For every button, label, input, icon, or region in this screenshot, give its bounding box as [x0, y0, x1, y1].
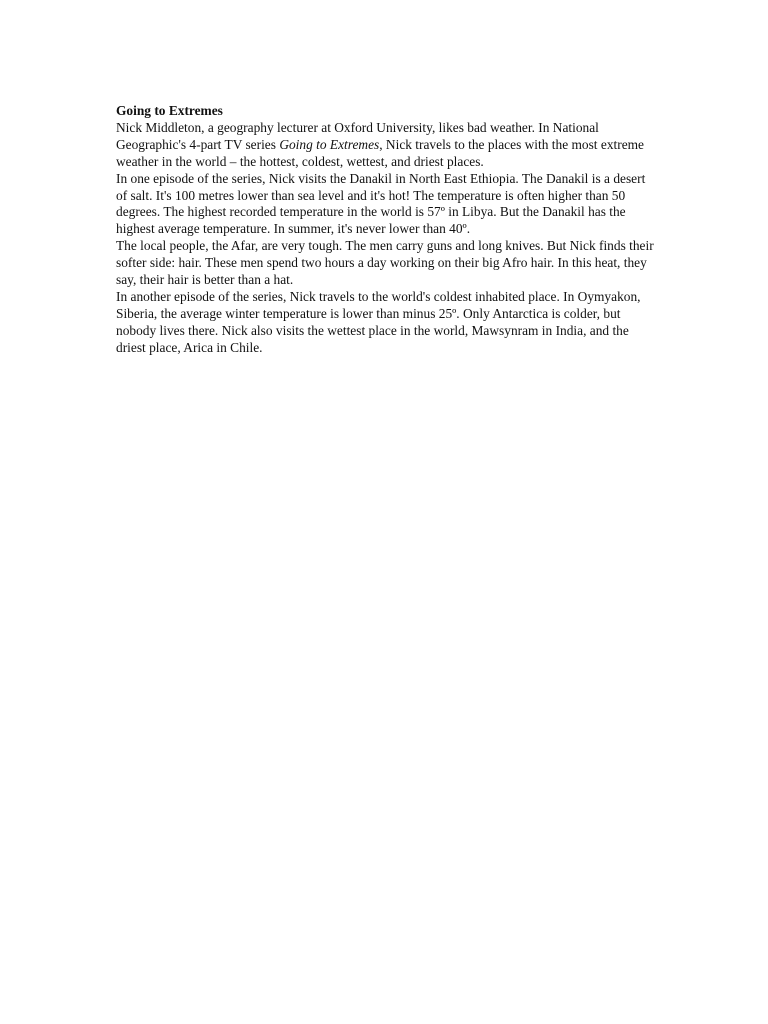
article-title: Going to Extremes: [116, 103, 223, 118]
paragraph-4: In another episode of the series, Nick travels to the world's coldest inhabited place. In Oymyakon, Siberia, the average winter temperature is lower than minus 25º. Only Antarctica is colder, but nobody lives there. Nick also visits the wettest place in the world, Mawsynram in India, and the driest place, Arica in Chile.: [116, 288, 641, 355]
paragraph-1-text-end: , Nick travels to the places with the most extreme weather in the world – the hottest, coldest, wettest, and driest places.: [116, 136, 644, 169]
paragraph-1-text-start: Nick Middleton, a geography lecturer at Oxford University, likes bad weather. In National Geographic's 4-part TV series: [116, 119, 599, 152]
paragraph-3: The local people, the Afar, are very tough. The men carry guns and long knives. But Nick finds their softer side: hair. These men spend two hours a day working on their big Afro hair. In this heat, they say, their hair is better than a hat.: [116, 238, 654, 288]
article-body: [116, 103, 656, 357]
paragraph-2: In one episode of the series, Nick visits the Danakil in North East Ethiopia. The Danakil is a desert of salt. It's 100 metres lower than sea level and it's hot! The temperature is often higher than 50 degrees. The highest recorded temperature in the world is 57º in Libya. But the Danakil has the highest average temperature. In summer, it's never lower than 40º.: [116, 170, 646, 237]
series-title-italic: Going to Extremes: [279, 136, 380, 152]
paragraph-1: [116, 120, 656, 171]
